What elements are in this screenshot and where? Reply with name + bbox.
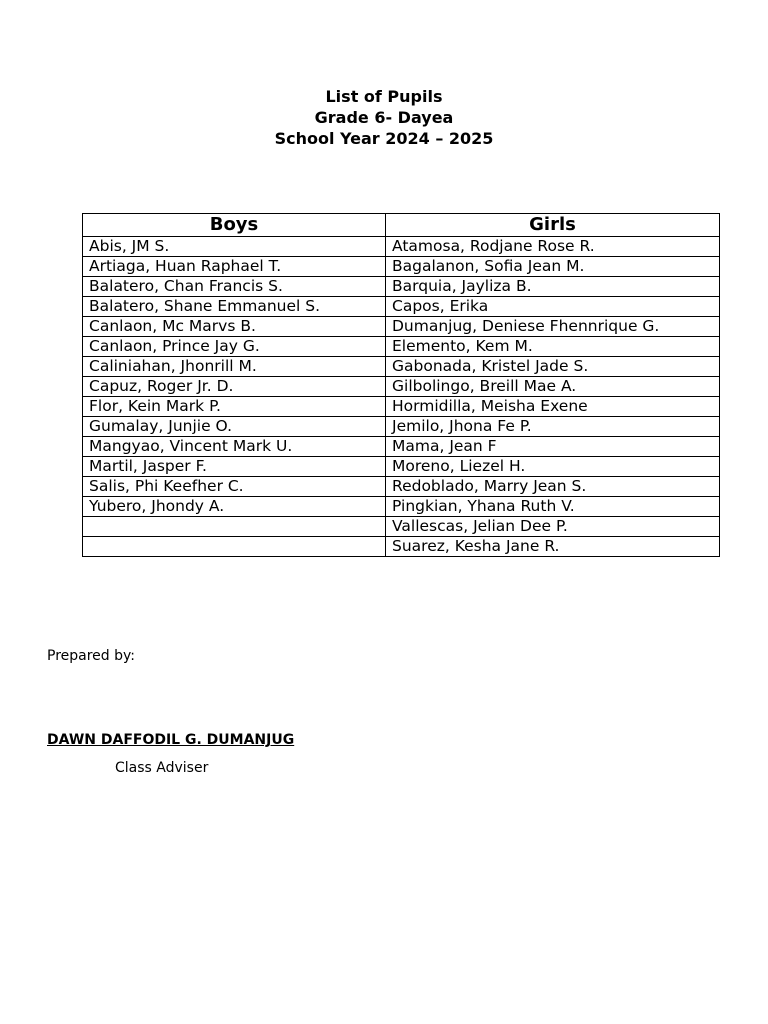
table-row xyxy=(83,457,720,477)
table-row xyxy=(83,417,720,437)
school-year: School Year 2024 – 2025 xyxy=(274,129,494,148)
boy-cell: Balatero, Chan Francis S. xyxy=(83,277,386,297)
table-row xyxy=(83,337,720,357)
girl-cell: Mama, Jean F xyxy=(386,437,720,457)
girl-cell: Vallescas, Jelian Dee P. xyxy=(386,517,720,537)
boy-cell: Gumalay, Junjie O. xyxy=(83,417,386,437)
boy-cell: Artiaga, Huan Raphael T. xyxy=(83,257,386,277)
girl-cell: Atamosa, Rodjane Rose R. xyxy=(386,237,720,257)
girl-cell: Pingkian, Yhana Ruth V. xyxy=(386,497,720,517)
girl-cell: Gabonada, Kristel Jade S. xyxy=(386,357,720,377)
table-row xyxy=(83,497,720,517)
grade-section: Grade 6- Dayea xyxy=(314,108,454,127)
boy-cell: Capuz, Roger Jr. D. xyxy=(83,377,386,397)
girl-cell: Moreno, Liezel H. xyxy=(386,457,720,477)
boy-cell: Canlaon, Prince Jay G. xyxy=(83,337,386,357)
table-row xyxy=(83,357,720,377)
boy-cell: Mangyao, Vincent Mark U. xyxy=(83,437,386,457)
table-row xyxy=(83,477,720,497)
boy-cell: Abis, JM S. xyxy=(83,237,386,257)
document-header xyxy=(0,86,768,149)
table-row xyxy=(83,517,720,537)
table-row xyxy=(83,377,720,397)
boy-cell: Yubero, Jhondy A. xyxy=(83,497,386,517)
table-row xyxy=(83,317,720,337)
adviser-title: Class Adviser xyxy=(115,760,209,776)
table-row xyxy=(83,257,720,277)
girl-cell: Capos, Erika xyxy=(386,297,720,317)
table-row xyxy=(83,237,720,257)
boy-cell: Balatero, Shane Emmanuel S. xyxy=(83,297,386,317)
table-row xyxy=(83,537,720,557)
boy-cell xyxy=(83,517,386,537)
boy-cell: Martil, Jasper F. xyxy=(83,457,386,477)
boy-cell: Caliniahan, Jhonrill M. xyxy=(83,357,386,377)
table-row xyxy=(83,397,720,417)
table-header-row xyxy=(83,214,720,237)
table-row xyxy=(83,277,720,297)
boy-cell xyxy=(83,537,386,557)
pupil-list-table xyxy=(82,213,720,557)
girl-cell: Bagalanon, Sofia Jean M. xyxy=(386,257,720,277)
document-title: List of Pupils xyxy=(325,87,443,106)
girl-cell: Dumanjug, Deniese Fhennrique G. xyxy=(386,317,720,337)
girl-cell: Barquia, Jayliza B. xyxy=(386,277,720,297)
girl-cell: Jemilo, Jhona Fe P. xyxy=(386,417,720,437)
prepared-by-label: Prepared by: xyxy=(47,648,135,664)
girl-cell: Suarez, Kesha Jane R. xyxy=(386,537,720,557)
girl-cell: Redoblado, Marry Jean S. xyxy=(386,477,720,497)
boys-column-header: Boys xyxy=(83,214,386,237)
table-row xyxy=(83,297,720,317)
table-row xyxy=(83,437,720,457)
adviser-name: DAWN DAFFODIL G. DUMANJUG xyxy=(47,732,295,748)
boy-cell: Canlaon, Mc Marvs B. xyxy=(83,317,386,337)
boy-cell: Flor, Kein Mark P. xyxy=(83,397,386,417)
girl-cell: Hormidilla, Meisha Exene xyxy=(386,397,720,417)
girls-column-header: Girls xyxy=(386,214,720,237)
girl-cell: Elemento, Kem M. xyxy=(386,337,720,357)
girl-cell: Gilbolingo, Breill Mae A. xyxy=(386,377,720,397)
boy-cell: Salis, Phi Keefher C. xyxy=(83,477,386,497)
